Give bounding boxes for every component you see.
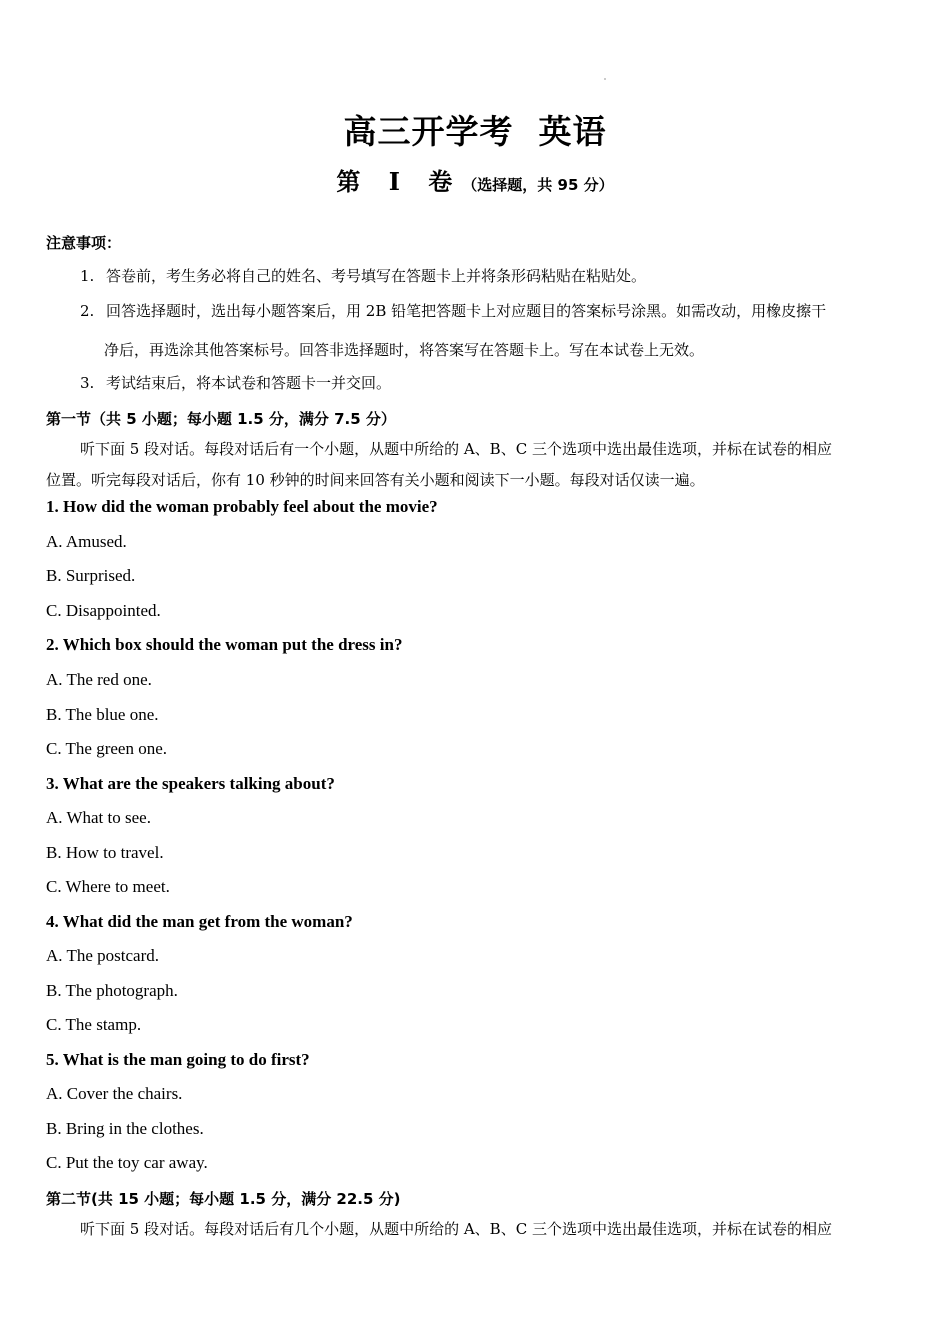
question-2-option-c: C. The green one. [46,739,168,758]
notice-heading: 注意事项： [46,234,122,252]
decorative-dot [604,78,606,80]
notice-item-text: 考试结束后，将本试卷和答题卡一并交回。 [106,374,392,392]
volume-label: 第 Ⅰ 卷 [336,167,463,196]
section1-instructions-line1: 听下面 5 段对话。每段对话后有一个小题，从题中所给的 A、B、C 三个选项中选出最佳选项，并标在试卷的相应 [80,440,832,458]
question-5-option-c: C. Put the toy car away. [46,1153,208,1172]
question-4: 4. What did the man get from the woman? [46,912,353,931]
notice-item-3 [80,372,391,393]
question-2: 2. Which box should the woman put the dress in? [46,635,403,654]
question-1: 1. How did the woman probably feel about the movie? [46,497,438,516]
question-4-option-c: C. The stamp. [46,1015,142,1034]
question-3-option-b: B. How to travel. [46,843,164,862]
question-4-option-a: A. The postcard. [46,946,159,965]
section2-heading: 第二节(共 15 小题；每小题 1.5 分，满分 22.5 分) [46,1190,401,1208]
question-2-option-a: A. The red one. [46,670,152,689]
section2-instructions-line1: 听下面 5 段对话。每段对话后有几个小题，从题中所给的 A、B、C 三个选项中选出最佳选项，并标在试卷的相应 [80,1220,832,1238]
question-1-option-b: B. Surprised. [46,566,136,585]
question-5-option-a: A. Cover the chairs. [46,1084,183,1103]
notice-item-1 [80,265,646,286]
question-5: 5. What is the man going to do first? [46,1050,310,1069]
notice-item-text: 回答选择题时，选出每小题答案后，用 2B 铅笔把答题卡上对应题目的答案标号涂黑。如需改动，用橡皮擦干 [106,302,827,320]
question-3-option-a: A. What to see. [46,808,151,827]
question-3-option-c: C. Where to meet. [46,877,170,896]
exam-title: 高三开学考 英语 [343,112,607,151]
notice-item-2-continuation: 净后，再选涂其他答案标号。回答非选择题时，将答案写在答题卡上。写在本试卷上无效。 [104,341,705,359]
section1-heading: 第一节（共 5 小题；每小题 1.5 分，满分 7.5 分） [46,410,396,428]
volume-note: （选择题，共 95 分） [462,176,614,194]
question-1-option-a: A. Amused. [46,532,127,551]
question-3: 3. What are the speakers talking about? [46,774,335,793]
notice-item-number: 3. [80,374,95,392]
question-2-option-b: B. The blue one. [46,705,159,724]
question-4-option-b: B. The photograph. [46,981,178,1000]
volume-heading [0,162,950,197]
notice-item-number: 2. [80,302,95,320]
notice-item-number: 1. [80,267,95,285]
notice-item-2 [80,300,826,321]
question-5-option-b: B. Bring in the clothes. [46,1119,204,1138]
question-1-option-c: C. Disappointed. [46,601,161,620]
notice-item-text: 答卷前，考生务必将自己的姓名、考号填写在答题卡上并将条形码粘贴在粘贴处。 [106,267,647,285]
section1-instructions-line2: 位置。听完每段对话后，你有 10 秒钟的时间来回答有关小题和阅读下一小题。每段对话仅读一遍。 [46,471,705,489]
